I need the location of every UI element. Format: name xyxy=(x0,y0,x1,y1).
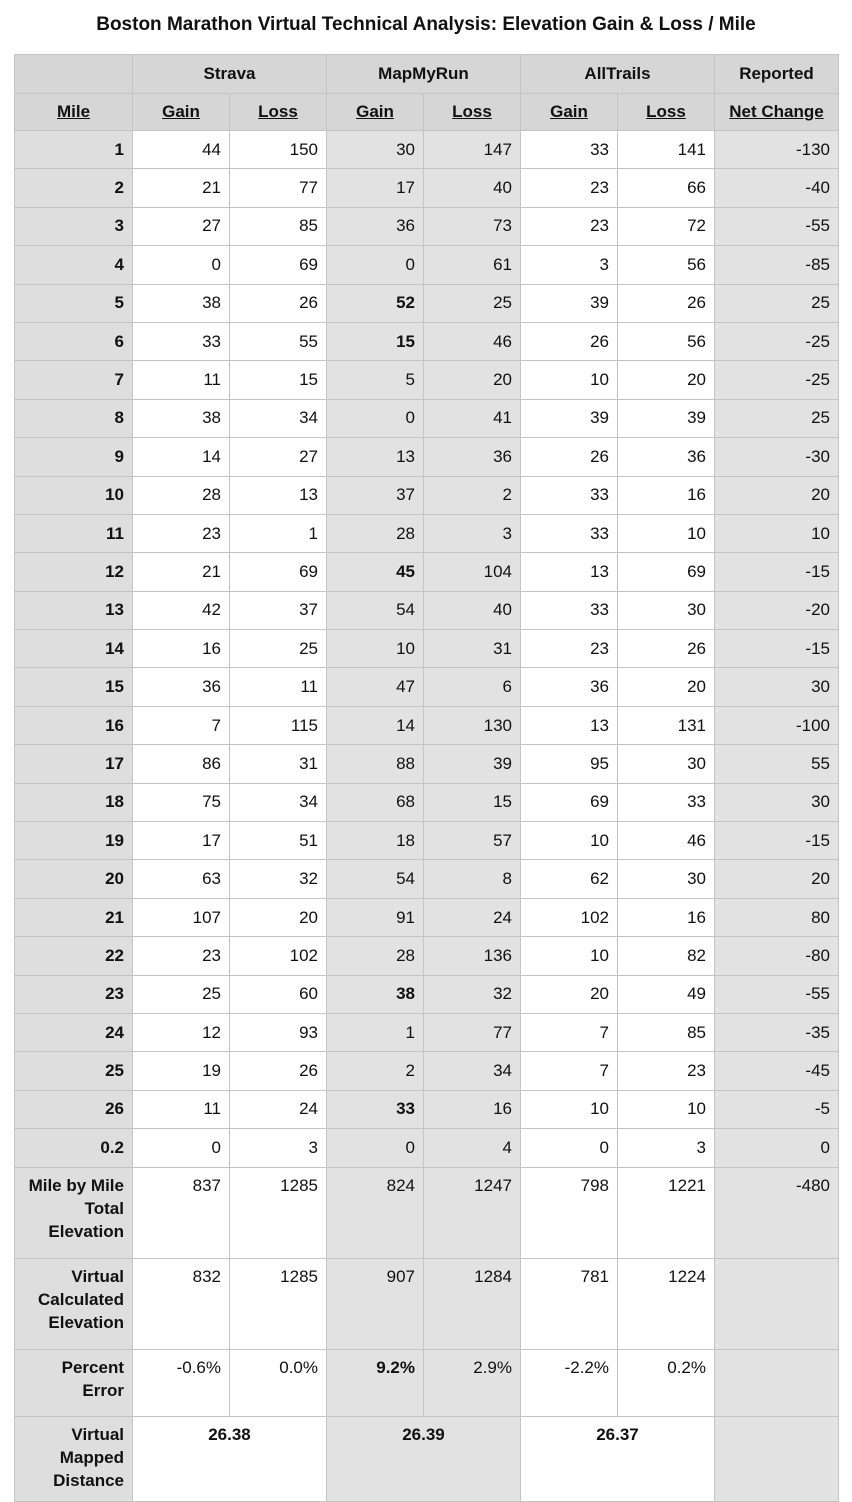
alltrails-loss-cell: 30 xyxy=(618,591,715,629)
net-change-cell: 30 xyxy=(715,783,839,821)
strava-loss-cell: 0.0% xyxy=(230,1349,327,1416)
net-change-cell: -55 xyxy=(715,975,839,1013)
net-change-cell: -25 xyxy=(715,322,839,360)
strava-gain-cell: 14 xyxy=(133,438,230,476)
alltrails-gain-cell: 26 xyxy=(521,322,618,360)
alltrails-gain-cell: 13 xyxy=(521,706,618,744)
mile-label: 4 xyxy=(15,246,133,284)
alltrails-loss-cell: 49 xyxy=(618,975,715,1013)
header-row-sources xyxy=(15,55,839,94)
strava-loss-cell: 150 xyxy=(230,131,327,169)
strava-gain-cell: 21 xyxy=(133,553,230,591)
mapmyrun-loss-cell: 46 xyxy=(424,322,521,360)
alltrails-gain-cell: 3 xyxy=(521,246,618,284)
mapmyrun-gain-cell: 0 xyxy=(327,1129,424,1167)
mapmyrun-loss-cell: 31 xyxy=(424,630,521,668)
mapmyrun-loss-cell: 20 xyxy=(424,361,521,399)
alltrails-loss-cell: 131 xyxy=(618,706,715,744)
table-row xyxy=(15,1052,839,1090)
mapmyrun-loss-cell: 2 xyxy=(424,476,521,514)
mapmyrun-loss-cell: 40 xyxy=(424,169,521,207)
strava-gain-cell: 25 xyxy=(133,975,230,1013)
header-mapmyrun: MapMyRun xyxy=(327,55,521,94)
strava-loss-cell: 1 xyxy=(230,514,327,552)
virtual-label: Virtual Calculated Elevation xyxy=(15,1258,133,1349)
alltrails-gain-cell: 69 xyxy=(521,783,618,821)
page-title: Boston Marathon Virtual Technical Analysis: Elevation Gain & Loss / Mile xyxy=(96,14,756,35)
strava-gain-cell: 0 xyxy=(133,246,230,284)
header-strava: Strava xyxy=(133,55,327,94)
alltrails-distance-cell: 26.37 xyxy=(521,1416,715,1501)
net-change-cell: 20 xyxy=(715,860,839,898)
alltrails-loss-cell: 26 xyxy=(618,284,715,322)
mapmyrun-loss-cell: 25 xyxy=(424,284,521,322)
strava-loss-cell: 27 xyxy=(230,438,327,476)
table-row xyxy=(15,169,839,207)
strava-loss-cell: 77 xyxy=(230,169,327,207)
table-row xyxy=(15,630,839,668)
distance-row xyxy=(15,1416,839,1501)
mile-label: 5 xyxy=(15,284,133,322)
mile-label: 23 xyxy=(15,975,133,1013)
mapmyrun-gain-cell: 54 xyxy=(327,591,424,629)
table-row xyxy=(15,361,839,399)
strava-loss-cell: 20 xyxy=(230,898,327,936)
net-change-cell: -80 xyxy=(715,937,839,975)
net-change-cell: -100 xyxy=(715,706,839,744)
alltrails-loss-cell: 20 xyxy=(618,668,715,706)
strava-gain-cell: 44 xyxy=(133,131,230,169)
alltrails-loss-cell: 66 xyxy=(618,169,715,207)
mapmyrun-loss-cell: 36 xyxy=(424,438,521,476)
mile-label: 24 xyxy=(15,1013,133,1051)
alltrails-loss-cell: 0.2% xyxy=(618,1349,715,1416)
alltrails-gain-cell: 781 xyxy=(521,1258,618,1349)
mapmyrun-loss-cell: 136 xyxy=(424,937,521,975)
mapmyrun-gain-cell: 28 xyxy=(327,937,424,975)
strava-gain-cell: 63 xyxy=(133,860,230,898)
table-row xyxy=(15,322,839,360)
mapmyrun-gain-cell: 45 xyxy=(327,553,424,591)
net-change-cell: -40 xyxy=(715,169,839,207)
mapmyrun-loss-cell: 8 xyxy=(424,860,521,898)
mile-label: 7 xyxy=(15,361,133,399)
mile-label: 18 xyxy=(15,783,133,821)
table-row xyxy=(15,284,839,322)
alltrails-loss-cell: 39 xyxy=(618,399,715,437)
alltrails-loss-cell: 69 xyxy=(618,553,715,591)
strava-gain-cell: 11 xyxy=(133,361,230,399)
net-change-cell: -5 xyxy=(715,1090,839,1128)
net-change-cell: -25 xyxy=(715,361,839,399)
table-row xyxy=(15,246,839,284)
net-change-cell: -20 xyxy=(715,591,839,629)
alltrails-loss-cell: 10 xyxy=(618,1090,715,1128)
strava-gain-cell: 17 xyxy=(133,822,230,860)
strava-gain-cell: 33 xyxy=(133,322,230,360)
mapmyrun-loss-cell: 1247 xyxy=(424,1167,521,1258)
header-strava-loss: Loss xyxy=(230,94,327,131)
table-row xyxy=(15,937,839,975)
header-strava-gain: Gain xyxy=(133,94,230,131)
net-change-cell: 25 xyxy=(715,399,839,437)
alltrails-gain-cell: 36 xyxy=(521,668,618,706)
strava-loss-cell: 55 xyxy=(230,322,327,360)
strava-loss-cell: 93 xyxy=(230,1013,327,1051)
alltrails-gain-cell: 13 xyxy=(521,553,618,591)
mile-label: 21 xyxy=(15,898,133,936)
alltrails-gain-cell: 20 xyxy=(521,975,618,1013)
header-mapmyrun-loss: Loss xyxy=(424,94,521,131)
header-alltrails: AllTrails xyxy=(521,55,715,94)
mile-label: 16 xyxy=(15,706,133,744)
mapmyrun-loss-cell: 6 xyxy=(424,668,521,706)
strava-gain-cell: 38 xyxy=(133,399,230,437)
alltrails-gain-cell: 7 xyxy=(521,1052,618,1090)
table-row xyxy=(15,131,839,169)
mile-label: 12 xyxy=(15,553,133,591)
mapmyrun-loss-cell: 2.9% xyxy=(424,1349,521,1416)
strava-loss-cell: 13 xyxy=(230,476,327,514)
net-change-cell: -35 xyxy=(715,1013,839,1051)
mapmyrun-loss-cell: 57 xyxy=(424,822,521,860)
mapmyrun-gain-cell: 30 xyxy=(327,131,424,169)
table-row xyxy=(15,706,839,744)
mile-label: 10 xyxy=(15,476,133,514)
mapmyrun-gain-cell: 907 xyxy=(327,1258,424,1349)
table-row xyxy=(15,1090,839,1128)
mapmyrun-loss-cell: 77 xyxy=(424,1013,521,1051)
table-row xyxy=(15,860,839,898)
alltrails-gain-cell: 33 xyxy=(521,591,618,629)
alltrails-gain-cell: 7 xyxy=(521,1013,618,1051)
strava-loss-cell: 15 xyxy=(230,361,327,399)
elevation-table xyxy=(14,54,839,1502)
mile-label: 2 xyxy=(15,169,133,207)
strava-loss-cell: 34 xyxy=(230,783,327,821)
strava-gain-cell: 86 xyxy=(133,745,230,783)
net-change-cell: 20 xyxy=(715,476,839,514)
table-row xyxy=(15,591,839,629)
alltrails-loss-cell: 10 xyxy=(618,514,715,552)
mapmyrun-loss-cell: 16 xyxy=(424,1090,521,1128)
strava-loss-cell: 85 xyxy=(230,207,327,245)
strava-gain-cell: 42 xyxy=(133,591,230,629)
strava-loss-cell: 60 xyxy=(230,975,327,1013)
strava-gain-cell: 832 xyxy=(133,1258,230,1349)
alltrails-loss-cell: 30 xyxy=(618,745,715,783)
mile-label: 0.2 xyxy=(15,1129,133,1167)
virtual-row xyxy=(15,1258,839,1349)
mapmyrun-loss-cell: 3 xyxy=(424,514,521,552)
alltrails-gain-cell: 23 xyxy=(521,630,618,668)
mapmyrun-loss-cell: 73 xyxy=(424,207,521,245)
alltrails-gain-cell: 39 xyxy=(521,399,618,437)
strava-gain-cell: -0.6% xyxy=(133,1349,230,1416)
mile-label: 6 xyxy=(15,322,133,360)
net-change-cell: 55 xyxy=(715,745,839,783)
alltrails-gain-cell: 10 xyxy=(521,822,618,860)
mile-label: 13 xyxy=(15,591,133,629)
alltrails-loss-cell: 82 xyxy=(618,937,715,975)
alltrails-gain-cell: 23 xyxy=(521,169,618,207)
mapmyrun-gain-cell: 2 xyxy=(327,1052,424,1090)
mapmyrun-gain-cell: 91 xyxy=(327,898,424,936)
alltrails-loss-cell: 1224 xyxy=(618,1258,715,1349)
mapmyrun-loss-cell: 34 xyxy=(424,1052,521,1090)
mile-label: 9 xyxy=(15,438,133,476)
header-mile: Mile xyxy=(15,94,133,131)
alltrails-gain-cell: -2.2% xyxy=(521,1349,618,1416)
strava-gain-cell: 7 xyxy=(133,706,230,744)
mapmyrun-gain-cell: 10 xyxy=(327,630,424,668)
mile-label: 3 xyxy=(15,207,133,245)
distance-label: Virtual Mapped Distance xyxy=(15,1416,133,1501)
strava-loss-cell: 32 xyxy=(230,860,327,898)
net-change-cell: 10 xyxy=(715,514,839,552)
empty-cell xyxy=(715,1258,839,1349)
alltrails-loss-cell: 36 xyxy=(618,438,715,476)
empty-cell xyxy=(715,1349,839,1416)
net-change-cell: 25 xyxy=(715,284,839,322)
alltrails-loss-cell: 1221 xyxy=(618,1167,715,1258)
header-net-change: Net Change xyxy=(715,94,839,131)
alltrails-gain-cell: 33 xyxy=(521,476,618,514)
strava-loss-cell: 1285 xyxy=(230,1167,327,1258)
alltrails-loss-cell: 26 xyxy=(618,630,715,668)
mapmyrun-gain-cell: 824 xyxy=(327,1167,424,1258)
strava-distance-cell: 26.38 xyxy=(133,1416,327,1501)
header-mapmyrun-gain: Gain xyxy=(327,94,424,131)
mapmyrun-gain-cell: 0 xyxy=(327,399,424,437)
table-row xyxy=(15,476,839,514)
table-row xyxy=(15,207,839,245)
strava-loss-cell: 37 xyxy=(230,591,327,629)
mile-label: 8 xyxy=(15,399,133,437)
table-row xyxy=(15,975,839,1013)
alltrails-gain-cell: 102 xyxy=(521,898,618,936)
header-alltrails-gain: Gain xyxy=(521,94,618,131)
strava-gain-cell: 107 xyxy=(133,898,230,936)
table-row xyxy=(15,1129,839,1167)
mapmyrun-loss-cell: 24 xyxy=(424,898,521,936)
alltrails-gain-cell: 26 xyxy=(521,438,618,476)
mapmyrun-gain-cell: 1 xyxy=(327,1013,424,1051)
mile-label: 17 xyxy=(15,745,133,783)
net-change-cell: -15 xyxy=(715,630,839,668)
alltrails-loss-cell: 56 xyxy=(618,322,715,360)
alltrails-loss-cell: 46 xyxy=(618,822,715,860)
strava-loss-cell: 26 xyxy=(230,284,327,322)
alltrails-loss-cell: 141 xyxy=(618,131,715,169)
strava-loss-cell: 25 xyxy=(230,630,327,668)
mapmyrun-gain-cell: 68 xyxy=(327,783,424,821)
mapmyrun-gain-cell: 14 xyxy=(327,706,424,744)
strava-loss-cell: 3 xyxy=(230,1129,327,1167)
empty-cell xyxy=(715,1416,839,1501)
alltrails-gain-cell: 798 xyxy=(521,1167,618,1258)
mile-label: 15 xyxy=(15,668,133,706)
table-row xyxy=(15,668,839,706)
alltrails-gain-cell: 10 xyxy=(521,1090,618,1128)
net-change-cell: -30 xyxy=(715,438,839,476)
strava-loss-cell: 69 xyxy=(230,553,327,591)
strava-gain-cell: 19 xyxy=(133,1052,230,1090)
header-reported: Reported xyxy=(715,55,839,94)
mapmyrun-loss-cell: 41 xyxy=(424,399,521,437)
mapmyrun-gain-cell: 38 xyxy=(327,975,424,1013)
mapmyrun-loss-cell: 61 xyxy=(424,246,521,284)
strava-gain-cell: 12 xyxy=(133,1013,230,1051)
alltrails-loss-cell: 16 xyxy=(618,898,715,936)
alltrails-loss-cell: 23 xyxy=(618,1052,715,1090)
alltrails-gain-cell: 10 xyxy=(521,361,618,399)
net-change-cell: -45 xyxy=(715,1052,839,1090)
mapmyrun-gain-cell: 15 xyxy=(327,322,424,360)
mile-label: 11 xyxy=(15,514,133,552)
strava-gain-cell: 21 xyxy=(133,169,230,207)
mapmyrun-loss-cell: 130 xyxy=(424,706,521,744)
net-change-cell: -130 xyxy=(715,131,839,169)
table-row xyxy=(15,783,839,821)
mile-label: 14 xyxy=(15,630,133,668)
mapmyrun-gain-cell: 37 xyxy=(327,476,424,514)
totals-label: Mile by Mile Total Elevation xyxy=(15,1167,133,1258)
table-row xyxy=(15,514,839,552)
alltrails-loss-cell: 72 xyxy=(618,207,715,245)
mapmyrun-loss-cell: 32 xyxy=(424,975,521,1013)
strava-loss-cell: 115 xyxy=(230,706,327,744)
table-row xyxy=(15,553,839,591)
mile-label: 26 xyxy=(15,1090,133,1128)
alltrails-gain-cell: 62 xyxy=(521,860,618,898)
mapmyrun-loss-cell: 15 xyxy=(424,783,521,821)
header-row-metrics xyxy=(15,94,839,131)
net-change-cell: 30 xyxy=(715,668,839,706)
alltrails-gain-cell: 10 xyxy=(521,937,618,975)
strava-loss-cell: 11 xyxy=(230,668,327,706)
header-corner xyxy=(15,55,133,94)
table-row xyxy=(15,438,839,476)
strava-gain-cell: 27 xyxy=(133,207,230,245)
strava-gain-cell: 23 xyxy=(133,937,230,975)
totals-row xyxy=(15,1167,839,1258)
error-label: Percent Error xyxy=(15,1349,133,1416)
alltrails-loss-cell: 85 xyxy=(618,1013,715,1051)
alltrails-loss-cell: 56 xyxy=(618,246,715,284)
strava-gain-cell: 837 xyxy=(133,1167,230,1258)
mapmyrun-gain-cell: 9.2% xyxy=(327,1349,424,1416)
mapmyrun-loss-cell: 147 xyxy=(424,131,521,169)
strava-gain-cell: 23 xyxy=(133,514,230,552)
net-change-cell: -15 xyxy=(715,822,839,860)
alltrails-gain-cell: 33 xyxy=(521,514,618,552)
mapmyrun-gain-cell: 47 xyxy=(327,668,424,706)
net-change-cell: -15 xyxy=(715,553,839,591)
mile-label: 25 xyxy=(15,1052,133,1090)
mapmyrun-loss-cell: 1284 xyxy=(424,1258,521,1349)
alltrails-loss-cell: 33 xyxy=(618,783,715,821)
net-change-cell: 0 xyxy=(715,1129,839,1167)
strava-gain-cell: 16 xyxy=(133,630,230,668)
mile-label: 22 xyxy=(15,937,133,975)
mapmyrun-gain-cell: 52 xyxy=(327,284,424,322)
alltrails-gain-cell: 39 xyxy=(521,284,618,322)
strava-gain-cell: 75 xyxy=(133,783,230,821)
mapmyrun-loss-cell: 4 xyxy=(424,1129,521,1167)
strava-loss-cell: 69 xyxy=(230,246,327,284)
table-row xyxy=(15,898,839,936)
table-row xyxy=(15,1013,839,1051)
mapmyrun-loss-cell: 40 xyxy=(424,591,521,629)
mapmyrun-gain-cell: 33 xyxy=(327,1090,424,1128)
alltrails-gain-cell: 23 xyxy=(521,207,618,245)
alltrails-loss-cell: 3 xyxy=(618,1129,715,1167)
header-alltrails-loss: Loss xyxy=(618,94,715,131)
net-change-cell: -55 xyxy=(715,207,839,245)
strava-loss-cell: 51 xyxy=(230,822,327,860)
error-row xyxy=(15,1349,839,1416)
strava-loss-cell: 31 xyxy=(230,745,327,783)
table-row xyxy=(15,745,839,783)
alltrails-gain-cell: 95 xyxy=(521,745,618,783)
strava-gain-cell: 28 xyxy=(133,476,230,514)
mapmyrun-distance-cell: 26.39 xyxy=(327,1416,521,1501)
strava-gain-cell: 38 xyxy=(133,284,230,322)
alltrails-loss-cell: 30 xyxy=(618,860,715,898)
net-change-cell: -85 xyxy=(715,246,839,284)
strava-gain-cell: 0 xyxy=(133,1129,230,1167)
alltrails-gain-cell: 0 xyxy=(521,1129,618,1167)
mile-label: 20 xyxy=(15,860,133,898)
mapmyrun-loss-cell: 104 xyxy=(424,553,521,591)
mapmyrun-gain-cell: 17 xyxy=(327,169,424,207)
mapmyrun-gain-cell: 13 xyxy=(327,438,424,476)
mapmyrun-gain-cell: 18 xyxy=(327,822,424,860)
strava-loss-cell: 1285 xyxy=(230,1258,327,1349)
strava-gain-cell: 11 xyxy=(133,1090,230,1128)
strava-loss-cell: 26 xyxy=(230,1052,327,1090)
table-row xyxy=(15,822,839,860)
mapmyrun-gain-cell: 0 xyxy=(327,246,424,284)
mile-label: 19 xyxy=(15,822,133,860)
strava-loss-cell: 102 xyxy=(230,937,327,975)
mapmyrun-gain-cell: 54 xyxy=(327,860,424,898)
mapmyrun-gain-cell: 28 xyxy=(327,514,424,552)
net-change-cell: -480 xyxy=(715,1167,839,1258)
table-row xyxy=(15,399,839,437)
mapmyrun-gain-cell: 5 xyxy=(327,361,424,399)
strava-loss-cell: 24 xyxy=(230,1090,327,1128)
strava-loss-cell: 34 xyxy=(230,399,327,437)
alltrails-loss-cell: 16 xyxy=(618,476,715,514)
mapmyrun-gain-cell: 36 xyxy=(327,207,424,245)
net-change-cell: 80 xyxy=(715,898,839,936)
mapmyrun-gain-cell: 88 xyxy=(327,745,424,783)
alltrails-gain-cell: 33 xyxy=(521,131,618,169)
mile-label: 1 xyxy=(15,131,133,169)
strava-gain-cell: 36 xyxy=(133,668,230,706)
alltrails-loss-cell: 20 xyxy=(618,361,715,399)
mapmyrun-loss-cell: 39 xyxy=(424,745,521,783)
